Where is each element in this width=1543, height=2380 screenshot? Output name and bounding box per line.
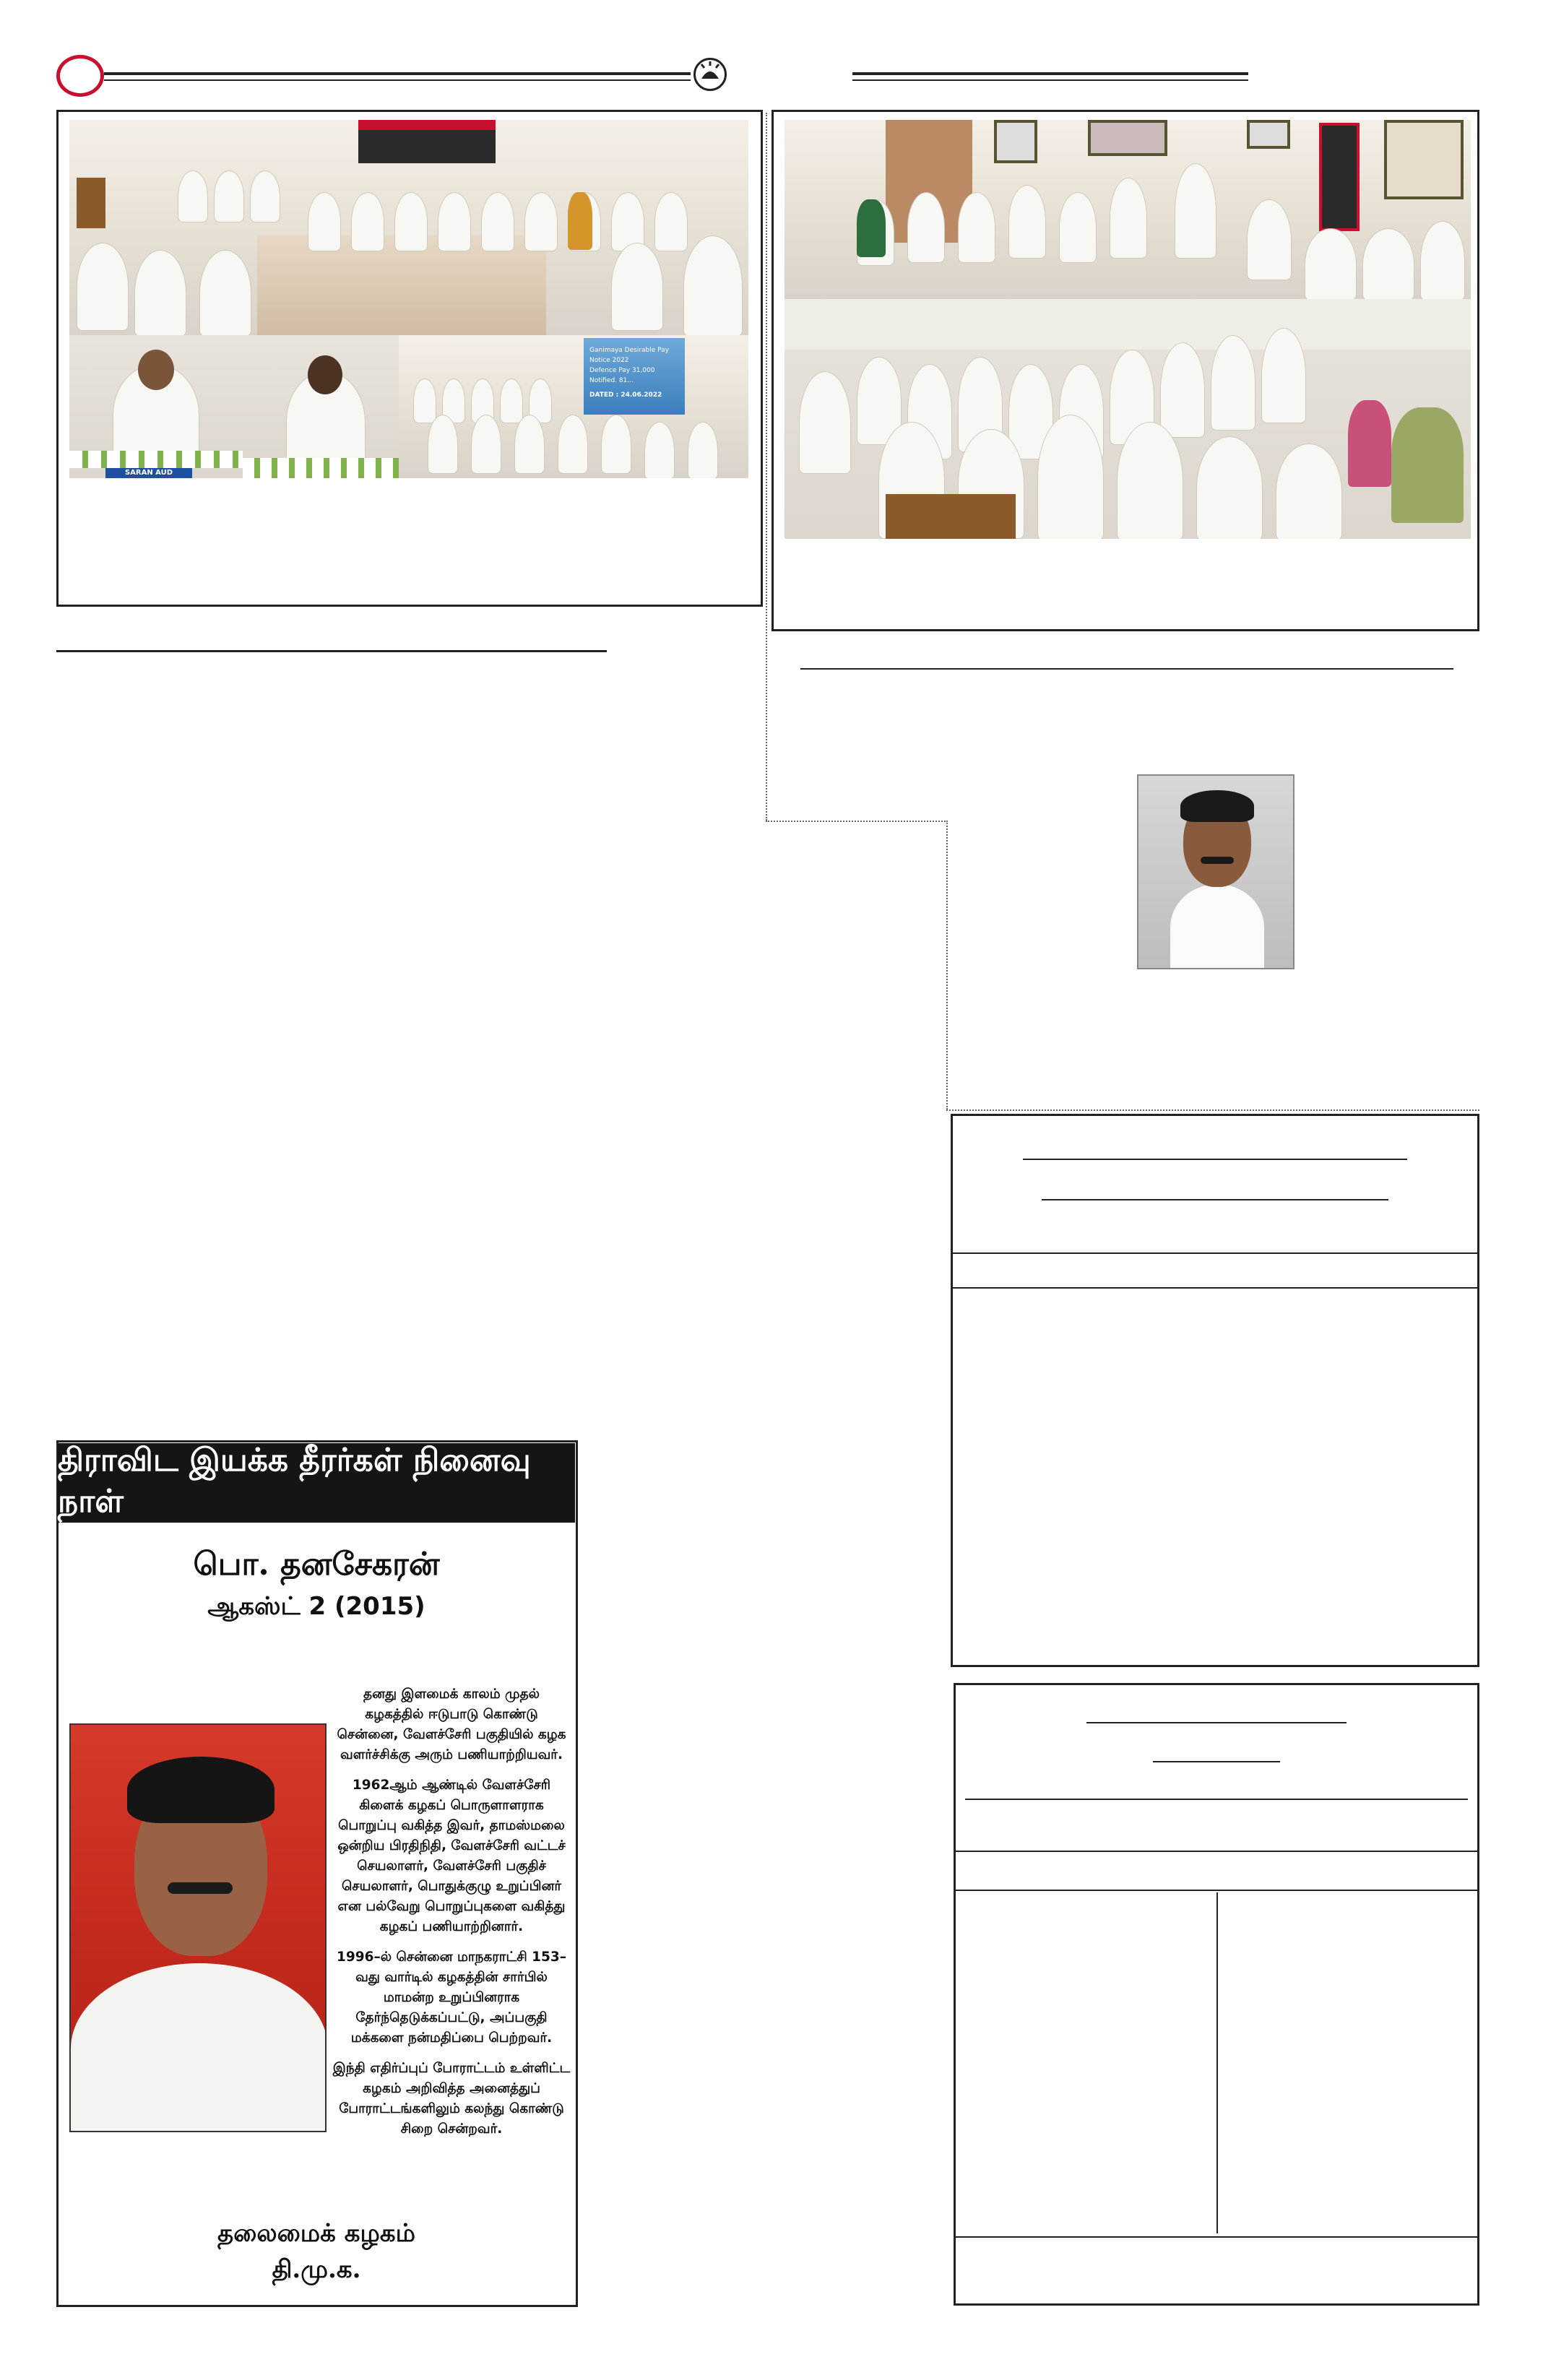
notice-box-1	[951, 1114, 1479, 1667]
notice-box-2-divider-a	[956, 1851, 1477, 1852]
saran-auditorium-sign: SARAN AUD	[105, 468, 192, 478]
notice-box-1-rule-a	[1023, 1159, 1407, 1160]
meeting-hall-photo	[69, 120, 748, 335]
memorial-banner: திராவிட இயக்க தீரர்கள் நினைவு நாள்	[58, 1443, 575, 1523]
memorial-biography	[332, 1684, 571, 2150]
masthead-logo-circle	[56, 55, 104, 97]
notice-box-2-divider-b	[956, 1890, 1477, 1891]
notice-box-2-divider-c	[956, 2236, 1477, 2238]
notice-box-2-rule-a	[1086, 1722, 1347, 1723]
slide-line-3: DATED : 24.06.2022	[589, 391, 662, 399]
memorial-portrait-photo	[69, 1723, 327, 2132]
dotted-divider-horizontal-lower	[946, 1109, 1479, 1111]
notice-box-1-divider-a	[953, 1252, 1477, 1254]
dotted-divider-vertical-upper	[766, 113, 767, 821]
presentation-screen	[584, 338, 685, 415]
memorial-paragraph-2: 1962ஆம் ஆண்டில் வேளச்சேரி கிளைக் கழகப் பொருளாளராக பொறுப்பு வகித்த இவர், தாமஸ்மலை ஒன்றிய பிரதிநிதி, வேளச்சேரி வட்டச் செயலாளர், வேளச்சேரி பகுதிச் செயலாளர், பொதுக்குழு உறுப்பினர் என பல்வேறு பொறுப்புகளை வகித்து கழகப் பணியாற்றினார்.	[337, 1778, 566, 1934]
notice-box-2-rule-b	[1153, 1761, 1280, 1762]
slide-line-1: Ganimaya Desirable Pay Notice 2022	[589, 347, 670, 364]
rising-sun-emblem-icon	[693, 58, 727, 91]
masthead-rule-bottom	[104, 79, 691, 81]
notice-box-1-divider-b	[953, 1287, 1477, 1289]
notice-box-1-rule-b	[1042, 1199, 1388, 1200]
audience-photo	[399, 335, 748, 478]
right-column-rule	[800, 668, 1453, 670]
memorial-footer-party: தி.மு.க.	[272, 2255, 361, 2284]
dotted-divider-horizontal	[766, 821, 948, 822]
speaker-photo-1	[69, 335, 243, 478]
party-members-photo	[785, 299, 1471, 539]
memorial-paragraph-1: தனது இளமைக் காலம் முதல் கழகத்தில் ஈடுபாடு கொண்டு சென்னை, வேளச்சேரி பகுதியில் கழக வளர்ச்சிக்கு அரும் பணியாற்றியவர்.	[337, 1687, 566, 1762]
office-meeting-photo	[785, 120, 1471, 299]
header-right-rule-top	[852, 72, 1248, 75]
speaker-photo-2	[243, 335, 399, 478]
memorial-footer-headquarters: தலைமைக் கழகம்	[217, 2219, 415, 2248]
notice-box-2-column-divider	[1216, 1892, 1218, 2233]
header-right-rule-bottom	[852, 79, 1248, 81]
leader-portrait-photo	[1137, 774, 1295, 969]
memorial-paragraph-3: 1996–ல் சென்னை மாநகராட்சி 153–வது வார்டில் கழகத்தின் சார்பில் மாமன்ற உறுப்பினராக தேர்ந்தெடுக்கப்பட்டு, அப்பகுதி மக்களை நன்மதிப்பை பெற்றவர்.	[336, 1950, 566, 2046]
notice-box-2-rule-c	[965, 1799, 1468, 1800]
masthead-rule-top	[104, 72, 691, 75]
memorial-date: ஆகஸ்ட் 2 (2015)	[207, 1592, 425, 1621]
slide-line-2: Defence Pay 31,000 Notified. 81...	[589, 367, 655, 384]
memorial-name: பொ. தனசேகரன்	[193, 1546, 440, 1583]
left-column-rule	[56, 650, 607, 652]
dotted-divider-vertical-lower	[946, 821, 948, 1109]
memorial-paragraph-4: இந்தி எதிர்ப்புப் போராட்டம் உள்ளிட்ட கழகம் அறிவித்த அனைத்துப் போராட்டங்களிலும் கலந்து கொண்டு சிறை சென்றவர்.	[332, 2061, 571, 2137]
